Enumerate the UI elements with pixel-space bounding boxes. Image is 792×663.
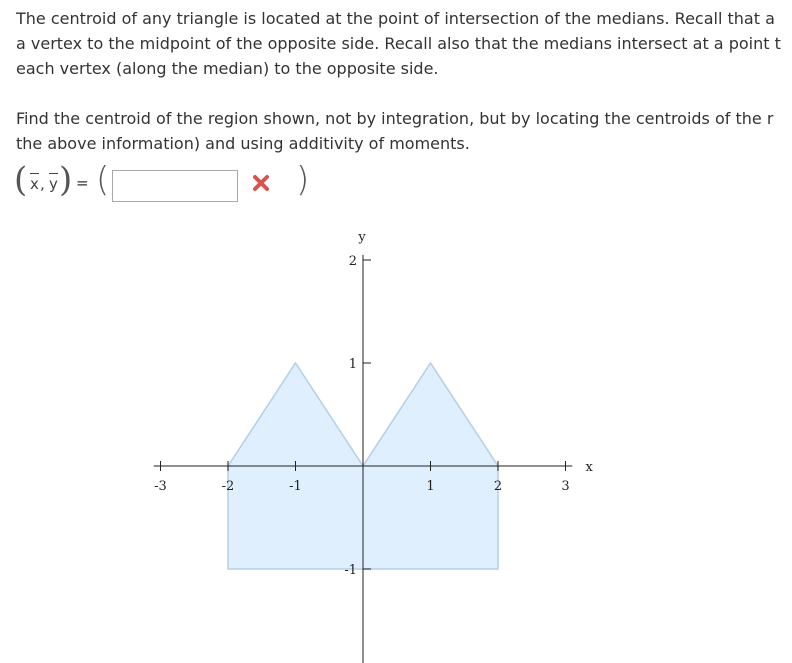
instructions-paragraph-2 <box>16 106 773 156</box>
x-tick-label: 2 <box>493 479 503 494</box>
y-axis-label: y <box>358 229 366 245</box>
x-tick-label: 1 <box>426 479 435 494</box>
region-graph <box>0 222 640 663</box>
x-tick-label: -1 <box>289 479 302 494</box>
comma: , <box>40 175 45 193</box>
instructions-line: The centroid of any triangle is located at the point of intersection of the medians. Recall that a <box>16 9 775 28</box>
y-tick-label: 1 <box>348 357 357 372</box>
answer-close-paren: ) <box>296 160 310 200</box>
open-paren: ( <box>14 160 28 200</box>
x-axis-label: x <box>585 460 593 475</box>
answer-row <box>14 160 334 206</box>
answer-open-paren: ( <box>96 160 110 200</box>
x-tick-label: -3 <box>154 479 167 494</box>
y-tick-label: -1 <box>344 563 357 578</box>
axes-layer <box>154 230 594 663</box>
close-paren: ) <box>59 160 73 200</box>
ybar-overline <box>49 173 58 174</box>
equals-sign: = <box>76 174 89 192</box>
y-bar-symbol: y <box>49 175 58 193</box>
instructions-paragraph-1 <box>16 6 781 81</box>
instructions-line: the above information) and using additivity of moments. <box>16 134 470 153</box>
x-tick-label: -2 <box>221 479 235 494</box>
centroid-answer-input[interactable] <box>112 170 238 202</box>
xbar-overline <box>30 173 39 174</box>
incorrect-icon <box>250 172 272 194</box>
instructions-line: a vertex to the midpoint of the opposite side. Recall also that the medians intersect at a point t <box>16 34 781 53</box>
x-bar-symbol: x <box>30 175 39 193</box>
instructions-line: each vertex (along the median) to the opposite side. <box>16 59 439 78</box>
instructions-line: Find the centroid of the region shown, not by integration, but by locating the centroids of the r <box>16 109 774 128</box>
y-tick-label: 2 <box>348 254 357 269</box>
x-tick-label: 3 <box>561 479 570 494</box>
